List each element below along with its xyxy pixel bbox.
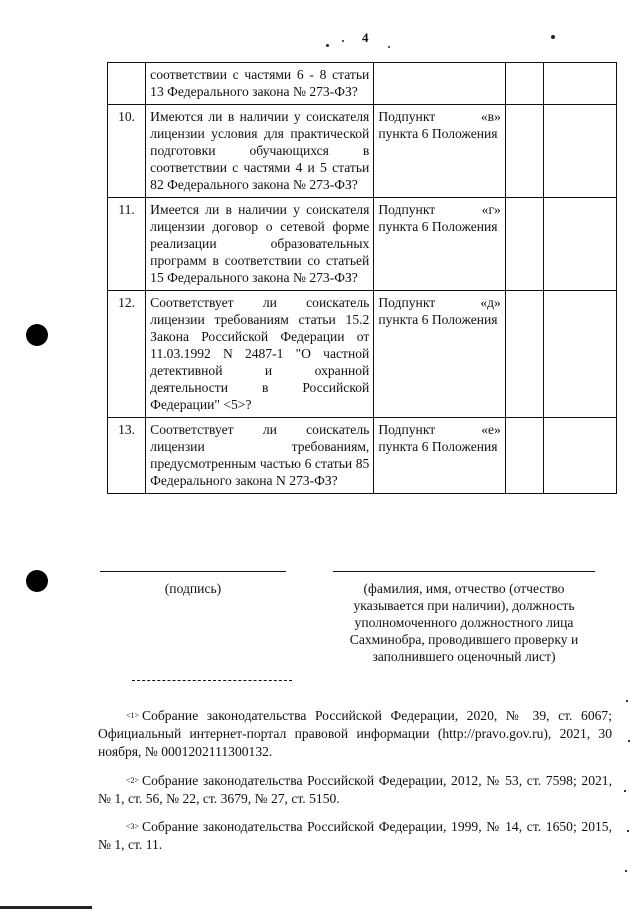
footnote xyxy=(98,818,612,854)
scan-edge-mark xyxy=(0,906,92,909)
row-number: 11. xyxy=(108,198,146,291)
footnote-separator xyxy=(132,680,292,681)
row-note-cell xyxy=(543,198,616,291)
row-reference: Подпункт «е» пункта 6 Положения xyxy=(374,418,506,494)
row-note-cell xyxy=(543,291,616,418)
row-question: Имеется ли в наличии у соискателя лицензии договор о сетевой форме реализации образовательных программ в соответствии со статьей 15 Федерального закона № 273-ФЗ? xyxy=(146,198,374,291)
scan-speck xyxy=(551,35,555,39)
page-number: 4 xyxy=(362,30,369,45)
scan-speck xyxy=(326,44,329,47)
row-note-cell xyxy=(543,63,616,105)
footnote-text: Собрание законодательства Российской Федерации, 2012, № 53, ст. 7598; 2021, № 1, ст. 56, № 22, ст. 3679, № 27, ст. 5150. xyxy=(98,773,612,806)
row-reference xyxy=(374,63,506,105)
signature-caption: (подпись) xyxy=(164,581,222,596)
scan-speck xyxy=(627,830,629,832)
footnote-text: Собрание законодательства Российской Федерации, 2020, № 39, ст. 6067; Официальный интернет-портал правовой информации (http://pravo.gov.ru), 2021, 30 ноября, № 0001202111300132. xyxy=(98,708,612,759)
checklist-table xyxy=(107,62,617,494)
scan-speck xyxy=(342,40,344,42)
footnote xyxy=(98,772,612,808)
punch-hole xyxy=(26,570,48,592)
row-answer-cell xyxy=(505,63,543,105)
scan-speck xyxy=(626,700,628,702)
footnote-mark: <3> xyxy=(126,822,140,831)
table-row xyxy=(108,198,617,291)
row-reference: Подпункт «д» пункта 6 Положения xyxy=(374,291,506,418)
row-question: соответствии с частями 6 - 8 статьи 13 Федерального закона № 273-ФЗ? xyxy=(146,63,374,105)
row-question: Соответствует ли соискатель лицензии требованиям статьи 15.2 Закона Российской Федерации от 11.03.1992 N 2487-1 "О частной детективной и охранной деятельности в Российской Федерации" <5>? xyxy=(146,291,374,418)
row-note-cell xyxy=(543,418,616,494)
table-row xyxy=(108,418,617,494)
name-line xyxy=(333,571,595,572)
row-question: Имеются ли в наличии у соискателя лицензии условия для практической подготовки обучающихся в соответствии с частями 4 и 5 статьи 82 Федерального закона № 273-ФЗ? xyxy=(146,105,374,198)
row-answer-cell xyxy=(505,291,543,418)
row-reference: Подпункт «г» пункта 6 Положения xyxy=(374,198,506,291)
footnote-text: Собрание законодательства Российской Федерации, 1999, № 14, ст. 1650; 2015, № 1, ст. 11. xyxy=(98,819,612,852)
footnote-mark: <2> xyxy=(126,776,140,785)
row-number xyxy=(108,63,146,105)
table-row xyxy=(108,291,617,418)
row-number: 10. xyxy=(108,105,146,198)
footnote xyxy=(98,707,612,761)
signature-line xyxy=(100,571,286,572)
row-note-cell xyxy=(543,105,616,198)
punch-hole xyxy=(26,324,48,346)
scan-speck xyxy=(628,740,630,742)
footnote-mark: <1> xyxy=(126,711,140,720)
table-row xyxy=(108,105,617,198)
official-caption: (фамилия, имя, отчество (отчество указывается при наличии), должность уполномоченного должностного лица Сахминобра, проводившего проверку и заполнившего оценочный лист) xyxy=(349,581,579,664)
row-question: Соответствует ли соискатель лицензии требованиям, предусмотренным частью 6 статьи 85 Федерального закона N 273-ФЗ? xyxy=(146,418,374,494)
row-reference: Подпункт «в» пункта 6 Положения xyxy=(374,105,506,198)
table-row xyxy=(108,63,617,105)
scan-speck xyxy=(624,790,626,792)
scan-speck xyxy=(625,870,627,872)
row-number: 13. xyxy=(108,418,146,494)
row-answer-cell xyxy=(505,418,543,494)
scan-speck xyxy=(388,46,390,48)
row-answer-cell xyxy=(505,105,543,198)
row-answer-cell xyxy=(505,198,543,291)
row-number: 12. xyxy=(108,291,146,418)
